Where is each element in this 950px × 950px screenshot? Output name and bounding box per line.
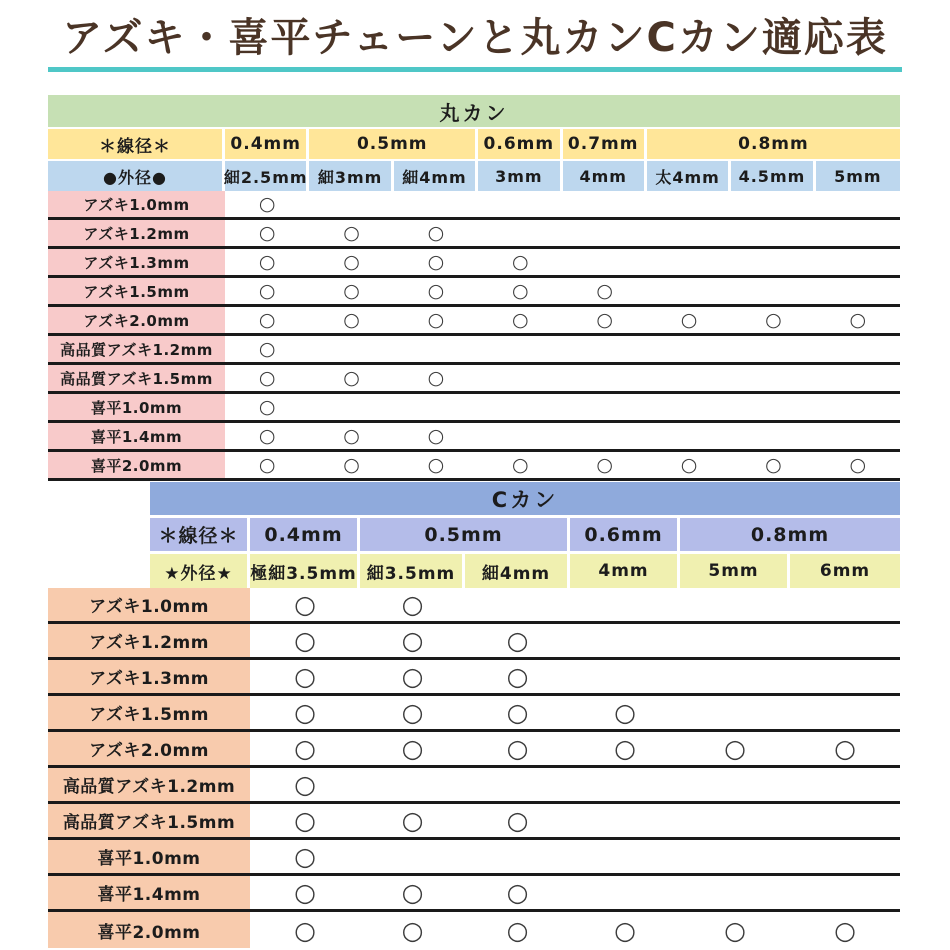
compat-cell xyxy=(225,249,309,275)
chain-row-label: 喜平1.0mm xyxy=(48,394,225,420)
wire-group-cell: 0.4mm xyxy=(225,129,309,159)
circle-mark: ○ xyxy=(401,915,424,945)
maru-kan-body xyxy=(48,191,900,481)
circle-mark: ○ xyxy=(401,590,424,619)
compat-cell xyxy=(478,365,562,391)
compat-cell xyxy=(680,588,790,621)
compat-cell xyxy=(250,876,360,909)
circle-mark: ○ xyxy=(506,626,529,655)
circle-mark: ○ xyxy=(343,308,360,331)
compat-cell xyxy=(465,588,570,621)
compat-cell xyxy=(563,365,647,391)
circle-mark: ○ xyxy=(680,453,698,476)
compat-cell xyxy=(309,452,393,478)
circle-mark: ○ xyxy=(258,192,276,215)
compat-cell xyxy=(731,220,815,246)
compat-cell xyxy=(309,394,393,420)
compat-cell xyxy=(225,191,309,217)
compat-cell xyxy=(250,912,360,948)
compat-cell xyxy=(225,452,309,478)
chain-row-label: 喜平2.0mm xyxy=(48,912,250,948)
compat-cell xyxy=(816,278,900,304)
compat-cell xyxy=(647,394,731,420)
compat-cell xyxy=(250,804,360,837)
compat-cell xyxy=(647,423,731,449)
circle-mark: ○ xyxy=(724,915,746,945)
compat-cell xyxy=(563,278,647,304)
circle-mark: ○ xyxy=(765,453,782,476)
circle-mark: ○ xyxy=(512,250,529,273)
compat-cell xyxy=(360,804,465,837)
chain-row-label: 喜平1.0mm xyxy=(48,840,250,873)
page-title: アズキ・喜平チェーンと丸カンCカン適応表 xyxy=(48,16,902,72)
circle-mark: ○ xyxy=(294,734,316,763)
chain-row-label: 高品質アズキ1.2mm xyxy=(48,336,225,362)
circle-mark: ○ xyxy=(294,626,316,655)
chain-row-label: 喜平2.0mm xyxy=(48,452,225,478)
compat-cell xyxy=(225,220,309,246)
compat-cell xyxy=(647,365,731,391)
circle-mark: ○ xyxy=(258,424,276,447)
maru-kan-wire-diameter-row xyxy=(48,129,900,159)
circle-mark: ○ xyxy=(294,662,316,691)
compat-cell xyxy=(309,336,393,362)
compat-cell xyxy=(394,394,478,420)
chain-row-label: 高品質アズキ1.5mm xyxy=(48,365,225,391)
circle-mark: ○ xyxy=(258,453,276,476)
compat-cell xyxy=(478,307,562,333)
circle-mark: ○ xyxy=(258,337,276,360)
circle-mark: ○ xyxy=(427,366,445,389)
compat-cell xyxy=(478,452,562,478)
compat-cell xyxy=(478,423,562,449)
compat-cell xyxy=(790,768,900,801)
chain-row xyxy=(48,840,900,876)
compat-cell xyxy=(309,249,393,275)
chain-row xyxy=(48,660,900,696)
chain-row-label: アズキ1.0mm xyxy=(48,588,250,621)
compat-cell xyxy=(563,423,647,449)
compat-cell xyxy=(680,696,790,729)
compat-cell xyxy=(570,840,680,873)
compat-cell xyxy=(570,912,680,948)
compat-cell xyxy=(680,840,790,873)
outer-size-cell: 4.5mm xyxy=(731,161,815,191)
compat-cell xyxy=(816,394,900,420)
wire-diameter-label-cell: ＊線径＊ xyxy=(48,129,225,159)
circle-mark: ○ xyxy=(294,770,316,799)
compat-cell xyxy=(563,220,647,246)
compat-cell xyxy=(680,768,790,801)
circle-mark: ○ xyxy=(427,279,445,302)
chain-row xyxy=(48,912,900,948)
compat-cell xyxy=(563,191,647,217)
compat-cell xyxy=(790,840,900,873)
chain-row-label: アズキ1.2mm xyxy=(48,624,250,657)
compat-cell xyxy=(680,912,790,948)
circle-mark: ○ xyxy=(294,698,316,727)
c-kan-wire-diameter-row xyxy=(150,518,900,551)
circle-mark: ○ xyxy=(680,308,698,331)
circle-mark: ○ xyxy=(506,806,529,835)
chain-row xyxy=(48,696,900,732)
compat-cell xyxy=(250,840,360,873)
compat-cell xyxy=(394,336,478,362)
compat-cell xyxy=(647,336,731,362)
chain-row-label: 喜平1.4mm xyxy=(48,423,225,449)
circle-mark: ○ xyxy=(849,453,867,476)
c-kan-caption: Cカン xyxy=(150,482,900,515)
compat-cell xyxy=(465,696,570,729)
chain-row-label: アズキ1.5mm xyxy=(48,278,225,304)
compat-cell xyxy=(465,912,570,948)
maru-kan-caption: 丸カン xyxy=(48,95,900,127)
chain-row xyxy=(48,876,900,912)
compat-cell xyxy=(816,423,900,449)
compat-cell xyxy=(360,660,465,693)
compat-cell xyxy=(309,220,393,246)
chain-row xyxy=(48,624,900,660)
compat-cell xyxy=(563,394,647,420)
circle-mark: ○ xyxy=(294,590,316,619)
maru-kan-outer-diameter-row xyxy=(48,161,900,191)
circle-mark: ○ xyxy=(258,366,276,389)
compat-cell xyxy=(225,423,309,449)
compat-cell xyxy=(360,768,465,801)
compat-cell xyxy=(309,278,393,304)
compat-cell xyxy=(225,336,309,362)
outer-size-cell: 4mm xyxy=(563,161,647,191)
c-kan-body xyxy=(48,588,900,948)
compat-cell xyxy=(790,912,900,948)
compat-cell xyxy=(465,840,570,873)
chain-row xyxy=(48,452,900,481)
compat-cell xyxy=(563,452,647,478)
outer-size-cell: 4mm xyxy=(570,554,680,588)
compat-cell xyxy=(816,249,900,275)
compat-cell xyxy=(478,278,562,304)
circle-mark: ○ xyxy=(294,842,316,871)
compat-cell xyxy=(478,249,562,275)
compat-cell xyxy=(394,452,478,478)
compat-cell xyxy=(250,588,360,621)
circle-mark: ○ xyxy=(258,395,276,418)
circle-mark: ○ xyxy=(427,308,445,331)
compat-cell xyxy=(790,876,900,909)
circle-mark: ○ xyxy=(343,279,360,302)
compat-cell xyxy=(816,220,900,246)
circle-mark: ○ xyxy=(343,424,360,447)
circle-mark: ○ xyxy=(401,878,424,907)
wire-group-cell: 0.8mm xyxy=(647,129,900,159)
chain-row-label: アズキ1.2mm xyxy=(48,220,225,246)
compat-cell xyxy=(680,876,790,909)
compat-cell xyxy=(731,336,815,362)
compat-cell xyxy=(394,307,478,333)
circle-mark: ○ xyxy=(834,915,856,945)
title-section xyxy=(0,16,950,72)
compat-cell xyxy=(465,660,570,693)
chain-row-label: アズキ2.0mm xyxy=(48,307,225,333)
chain-row xyxy=(48,588,900,624)
compat-cell xyxy=(250,660,360,693)
circle-mark: ○ xyxy=(427,424,445,447)
compat-cell xyxy=(790,660,900,693)
compat-cell xyxy=(360,696,465,729)
compat-cell xyxy=(360,840,465,873)
compat-cell xyxy=(570,624,680,657)
outer-size-cell: 細3mm xyxy=(309,161,393,191)
circle-mark: ○ xyxy=(512,453,529,476)
chain-row xyxy=(48,220,900,249)
circle-mark: ○ xyxy=(294,806,316,835)
circle-mark: ○ xyxy=(614,698,636,727)
outer-size-cell: 細3.5mm xyxy=(360,554,465,588)
compat-cell xyxy=(478,220,562,246)
compat-cell xyxy=(478,394,562,420)
compat-cell xyxy=(647,307,731,333)
compat-cell xyxy=(570,588,680,621)
compat-cell xyxy=(360,732,465,765)
circle-mark: ○ xyxy=(258,279,276,302)
chain-row xyxy=(48,249,900,278)
compat-cell xyxy=(465,768,570,801)
chain-row-label: アズキ1.3mm xyxy=(48,660,250,693)
compat-cell xyxy=(731,249,815,275)
circle-mark: ○ xyxy=(512,279,529,302)
circle-mark: ○ xyxy=(343,250,360,273)
compat-cell xyxy=(309,191,393,217)
outer-diameter-label-cell: ★外径★ xyxy=(150,554,250,588)
wire-group-cell: 0.6mm xyxy=(570,518,680,551)
c-kan-table-header xyxy=(150,482,900,588)
outer-size-cell: 5mm xyxy=(816,161,900,191)
compat-cell xyxy=(250,732,360,765)
compat-cell xyxy=(478,191,562,217)
compat-cell xyxy=(570,876,680,909)
compat-cell xyxy=(394,423,478,449)
chain-row xyxy=(48,278,900,307)
chain-row-label: アズキ1.0mm xyxy=(48,191,225,217)
compat-cell xyxy=(731,191,815,217)
compat-cell xyxy=(563,307,647,333)
circle-mark: ○ xyxy=(765,308,782,331)
compat-cell xyxy=(570,660,680,693)
chain-row xyxy=(48,804,900,840)
maru-kan-table xyxy=(48,95,900,481)
compat-cell xyxy=(647,249,731,275)
circle-mark: ○ xyxy=(343,453,360,476)
compat-cell xyxy=(570,732,680,765)
outer-size-cell: 3mm xyxy=(478,161,562,191)
compat-cell xyxy=(790,696,900,729)
compat-cell xyxy=(250,696,360,729)
compat-cell xyxy=(790,624,900,657)
circle-mark: ○ xyxy=(294,878,316,907)
compat-cell xyxy=(563,336,647,362)
circle-mark: ○ xyxy=(596,279,613,302)
circle-mark: ○ xyxy=(258,221,276,244)
compat-cell xyxy=(680,660,790,693)
chain-row xyxy=(48,732,900,768)
compat-cell xyxy=(680,804,790,837)
circle-mark: ○ xyxy=(401,734,424,763)
circle-mark: ○ xyxy=(343,221,360,244)
compat-cell xyxy=(394,278,478,304)
chain-row xyxy=(48,365,900,394)
outer-size-cell: 5mm xyxy=(680,554,790,588)
compat-cell xyxy=(465,804,570,837)
compat-cell xyxy=(731,307,815,333)
compat-cell xyxy=(309,423,393,449)
compat-cell xyxy=(731,365,815,391)
circle-mark: ○ xyxy=(258,250,276,273)
compat-cell xyxy=(360,912,465,948)
circle-mark: ○ xyxy=(506,734,529,763)
chain-row xyxy=(48,336,900,365)
compat-cell xyxy=(816,452,900,478)
compat-cell xyxy=(394,365,478,391)
compat-cell xyxy=(731,423,815,449)
circle-mark: ○ xyxy=(506,662,529,691)
chain-row xyxy=(48,394,900,423)
chain-row xyxy=(48,423,900,452)
compat-cell xyxy=(225,394,309,420)
chain-row xyxy=(48,191,900,220)
compat-cell xyxy=(225,278,309,304)
compat-cell xyxy=(680,624,790,657)
outer-diameter-label-cell: ●外径● xyxy=(48,161,225,191)
circle-mark: ○ xyxy=(401,662,424,691)
chain-row-label: 喜平1.4mm xyxy=(48,876,250,909)
compat-cell xyxy=(816,365,900,391)
compat-cell xyxy=(816,307,900,333)
compat-cell xyxy=(731,278,815,304)
chain-row-label: 高品質アズキ1.2mm xyxy=(48,768,250,801)
circle-mark: ○ xyxy=(614,915,636,945)
compat-cell xyxy=(731,394,815,420)
compat-cell xyxy=(478,336,562,362)
chain-row xyxy=(48,768,900,804)
circle-mark: ○ xyxy=(596,453,613,476)
circle-mark: ○ xyxy=(427,453,445,476)
wire-group-cell: 0.5mm xyxy=(360,518,570,551)
c-kan-outer-diameter-row xyxy=(150,554,900,588)
compat-cell xyxy=(647,278,731,304)
circle-mark: ○ xyxy=(834,734,856,763)
circle-mark: ○ xyxy=(724,734,746,763)
compat-cell xyxy=(647,452,731,478)
outer-size-cell: 細2.5mm xyxy=(225,161,309,191)
wire-group-cell: 0.4mm xyxy=(250,518,360,551)
circle-mark: ○ xyxy=(427,250,445,273)
compat-cell xyxy=(465,624,570,657)
circle-mark: ○ xyxy=(401,698,424,727)
circle-mark: ○ xyxy=(401,806,424,835)
outer-size-cell: 6mm xyxy=(790,554,900,588)
compat-cell xyxy=(570,804,680,837)
circle-mark: ○ xyxy=(614,734,636,763)
compat-cell xyxy=(570,696,680,729)
wire-group-cell: 0.5mm xyxy=(309,129,478,159)
compat-cell xyxy=(816,191,900,217)
outer-size-cell: 細4mm xyxy=(394,161,478,191)
compat-cell xyxy=(647,220,731,246)
wire-diameter-label-cell: ＊線径＊ xyxy=(150,518,250,551)
compat-cell xyxy=(225,365,309,391)
circle-mark: ○ xyxy=(343,366,360,389)
compat-cell xyxy=(394,191,478,217)
compat-cell xyxy=(816,336,900,362)
compat-cell xyxy=(360,588,465,621)
compat-cell xyxy=(394,220,478,246)
compat-cell xyxy=(647,191,731,217)
outer-size-cell: 細4mm xyxy=(465,554,570,588)
compat-cell xyxy=(731,452,815,478)
outer-size-cell: 極細3.5mm xyxy=(250,554,360,588)
circle-mark: ○ xyxy=(512,308,529,331)
compat-cell xyxy=(360,624,465,657)
compat-cell xyxy=(250,624,360,657)
wire-group-cell: 0.8mm xyxy=(680,518,900,551)
circle-mark: ○ xyxy=(506,915,529,945)
circle-mark: ○ xyxy=(596,308,613,331)
wire-group-cell: 0.7mm xyxy=(563,129,647,159)
compat-cell xyxy=(309,307,393,333)
compat-cell xyxy=(790,804,900,837)
chain-row-label: 高品質アズキ1.5mm xyxy=(48,804,250,837)
compat-cell xyxy=(790,732,900,765)
circle-mark: ○ xyxy=(506,698,529,727)
compat-cell xyxy=(360,876,465,909)
compat-cell xyxy=(250,768,360,801)
circle-mark: ○ xyxy=(849,308,867,331)
circle-mark: ○ xyxy=(427,221,445,244)
compat-cell xyxy=(465,876,570,909)
outer-size-cell: 太4mm xyxy=(647,161,731,191)
circle-mark: ○ xyxy=(258,308,276,331)
chain-row xyxy=(48,307,900,336)
compat-cell xyxy=(394,249,478,275)
wire-group-cell: 0.6mm xyxy=(478,129,562,159)
circle-mark: ○ xyxy=(294,915,316,945)
chain-row-label: アズキ1.5mm xyxy=(48,696,250,729)
circle-mark: ○ xyxy=(506,878,529,907)
compat-cell xyxy=(465,732,570,765)
compat-cell xyxy=(790,588,900,621)
compat-cell xyxy=(570,768,680,801)
chain-row-label: アズキ2.0mm xyxy=(48,732,250,765)
chain-row-label: アズキ1.3mm xyxy=(48,249,225,275)
compat-cell xyxy=(225,307,309,333)
compat-cell xyxy=(680,732,790,765)
compat-cell xyxy=(309,365,393,391)
compat-cell xyxy=(563,249,647,275)
circle-mark: ○ xyxy=(401,626,424,655)
